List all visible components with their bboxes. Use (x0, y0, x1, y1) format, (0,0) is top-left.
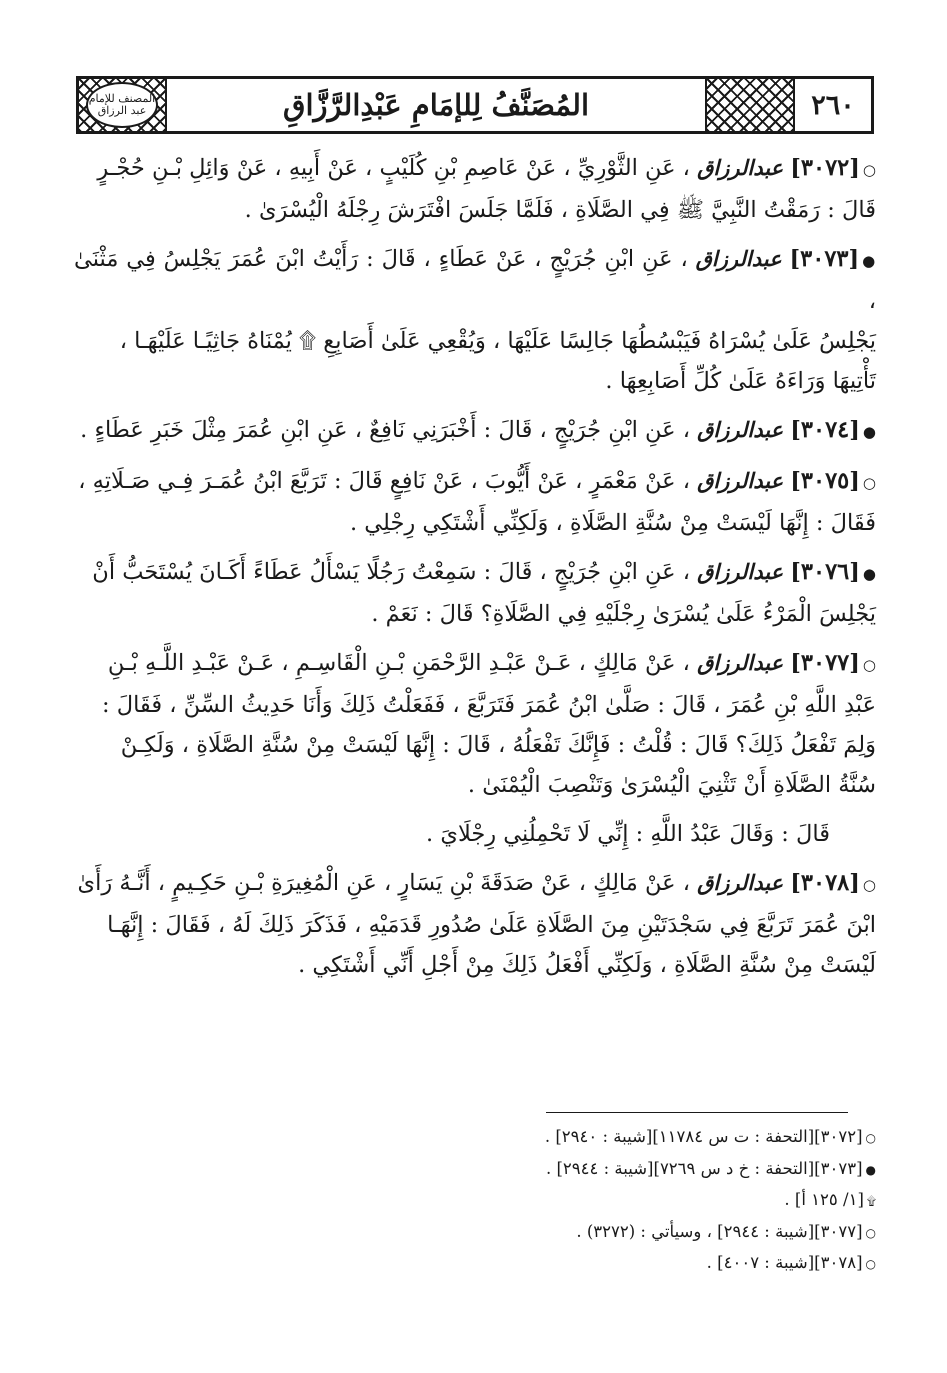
entry-marker: ● (862, 252, 877, 270)
hadith-text-line: ، عَنِ ابْنِ جُرَيْجٍ ، قَالَ : سَمِعْتُ رَجُلًا يَسْأَلُ عَطَاءً أَكَـانَ يُسْتَحَبُّ أَنْ (92, 559, 690, 585)
hadith-text-line: يَجْلِسَ الْمَرْءُ عَلَىٰ يُسْرَىٰ رِجْلَيْهِ فِي الصَّلَاةِ؟ قَالَ : نَعَمْ . (371, 601, 876, 627)
header-ornament-right (705, 79, 793, 131)
narrator-name: عبدالرزاق (697, 560, 784, 584)
hadith-3077-addendum: قَالَ : وَقَالَ عَبْدُ اللَّهِ : إِنِّي لَا تَحْمِلُنِي رِجْلَايَ . (426, 821, 830, 847)
hadith-text-line: ، عَنِ ابْنِ جُرَيْجٍ ، قَالَ : أَخْبَرَنِي نَافِعٌ ، عَنِ ابْنِ عُمَرَ مِثْلَ خَبَرِ عَطَاءٍ . (80, 417, 690, 443)
hadith-text-line: تَأْتِيهَا وَرَاءَهُ عَلَىٰ كُلِّ أَصَابِعِهَا . (605, 368, 876, 394)
hadith-text-line: فَقَالَ : إِنَّهَا لَيْسَتْ مِنْ سُنَّةِ الصَّلَاةِ ، وَلَكِنِّي أَشْتَكِي رِجْلِي . (349, 510, 876, 536)
entry-marker: ● (862, 423, 876, 441)
footnote-marker: ● (865, 1162, 876, 1177)
hadith-text-line: سُنَّةُ الصَّلَاةِ أَنْ تَثْنِيَ الْيُسْرَىٰ وَتَنْصِبَ الْيُمْنَىٰ . (467, 772, 876, 798)
hadith-number: [٣٠٧٢] (790, 155, 860, 181)
running-header (76, 76, 874, 134)
narrator-name: عبدالرزاق (697, 651, 784, 675)
hadith-3076 (74, 552, 876, 634)
header-ornament-left (79, 79, 167, 131)
hadith-number: [٣٠٧٣] (789, 246, 860, 272)
footnote-text: [٣٠٧٧][شيبة : ٢٩٤٤] ، وسيأتي : (٣٢٧٢) . (576, 1221, 863, 1241)
hadith-text-line: ابْنَ عُمَرَ تَرَبَّعَ فِي سَجْدَتَيْنِ مِنَ الصَّلَاةِ عَلَىٰ صُدُورِ قَدَمَيْهِ ، فَذَكَرَ ذَلِكَ لَهُ ، فَقَالَ : إِنَّهَـا (107, 912, 876, 938)
footnote-marker: ○ (865, 1131, 876, 1145)
hadith-text-line: يَجْلِسُ عَلَىٰ يُسْرَاهُ فَيَبْسُطُهَا جَالِسًا عَلَيْهَا ، وَيُقْعِي عَلَىٰ أَصَابِعِ ۩ يُمْنَاهُ جَاثِيًـا عَلَيْهَـا ، (119, 328, 876, 354)
narrator-name: عبدالرزاق (697, 469, 784, 493)
entry-marker: ○ (862, 474, 876, 492)
hadith-number: [٣٠٧٧] (790, 650, 860, 676)
hadith-3077 (74, 643, 876, 805)
hadith-number: [٣٠٧٤] (790, 417, 860, 443)
footnote-separator (546, 1112, 848, 1113)
entry-marker: ● (862, 565, 876, 583)
hadith-3075 (74, 461, 876, 543)
book-seal-emblem: المصنف للإمام عبد الرزاق (86, 82, 158, 128)
hadith-text-line: وَلِمَ تَفْعَلُ ذَلِكَ؟ قَالَ : قُلْتُ : فَإِنَّكَ تَفْعَلُهُ ، قَالَ : إِنَّهَا لَيْسَتْ مِنْ سُنَّةِ الصَّلَاةِ ، وَلَكِـنْ (120, 732, 876, 758)
book-title: المُصَنَّفُ لِلإمَامِ عَبْدِالرَّزَّاقِ (282, 88, 590, 122)
entry-marker: ○ (862, 876, 876, 894)
footnote-text: [٣٠٧٨][شيبة : ٤٠٠٧] . (706, 1253, 863, 1272)
main-text (74, 148, 876, 994)
hadith-text-line: ، عَنِ الثَّوْرِيِّ ، عَنْ عَاصِمِ بْنِ كُلَيْبٍ ، عَنْ أَبِيهِ ، عَنْ وَائِلِ بْـنِ حُجْـرٍ (97, 155, 690, 181)
hadith-3073 (74, 239, 876, 401)
hadith-text-line: ، عَنْ مَالِكٍ ، عَـنْ عَبْـدِ الرَّحْمَنِ بْـنِ الْقَاسِـمِ ، عَـنْ عَبْـدِ اللَّـهِ بْـنِ (107, 650, 690, 676)
narrator-name: عبدالرزاق (697, 418, 784, 442)
entry-marker: ○ (862, 656, 876, 674)
footnote-marker: ۩ (866, 1194, 876, 1208)
narrator-name: عبدالرزاق (697, 156, 784, 180)
hadith-number: [٣٠٧٥] (790, 468, 860, 494)
hadith-text-line: ، عَنْ مَالِكٍ ، عَنْ صَدَقَةَ بْنِ يَسَارٍ ، عَنِ الْمُغِيرَةِ بْـنِ حَكِـيمٍ ، أَنَّـهُ رَأَىٰ (77, 870, 690, 896)
footnote (74, 1185, 876, 1217)
footnote (74, 1154, 876, 1186)
footnote-text: [١/ ١٢٥ أ] . (784, 1190, 864, 1209)
footnote (74, 1248, 876, 1280)
entry-marker: ○ (862, 161, 876, 179)
hadith-text-line: لَيْسَتْ مِنْ سُنَّةِ الصَّلَاةِ ، وَلَكِنِّي أَفْعَلُ ذَلِكَ مِنْ أَجْلِ أَنِّي أَشْتَكِي . (298, 952, 876, 978)
hadith-number: [٣٠٧٨] (790, 870, 860, 896)
narrator-name: عبدالرزاق (695, 247, 782, 271)
narrator-name: عبدالرزاق (697, 871, 784, 895)
hadith-text-line: ، عَنِ ابْنِ جُرَيْجٍ ، عَنْ عَطَاءٍ ، قَالَ : رَأَيْتُ ابْنَ عُمَرَ يَجْلِسُ فِي مَثْنَىٰ ، (74, 246, 876, 314)
hadith-text-line: عَبْدِ اللَّهِ بْنِ عُمَرَ ، قَالَ : صَلَّىٰ ابْنُ عُمَرَ فَتَرَبَّعَ ، فَفَعَلْتُ ذَلِكَ وَأَنَا حَدِيثُ السِّنِّ ، فَقَالَ : (102, 692, 876, 718)
hadith-3078 (74, 863, 876, 985)
hadith-3072 (74, 148, 876, 230)
page-number: ٢٦٠ (793, 79, 871, 131)
hadith-3074 (74, 410, 876, 452)
hadith-number: [٣٠٧٦] (790, 559, 860, 585)
hadith-text-line: قَالَ : رَمَقْتُ النَّبِيَّ ﷺ فِي الصَّلَاةِ ، فَلَمَّا جَلَسَ افْتَرَشَ رِجْلَهُ الْيُسْرَىٰ . (244, 197, 876, 223)
footnote-text: [٣٠٧٣][التحفة : خ د س ٧٢٦٩][شيبة : ٢٩٤٤] . (545, 1158, 863, 1178)
footnote-marker: ○ (865, 1225, 876, 1240)
footnote-text: [٣٠٧٢][التحفة : ت س ١١٧٨٤][شيبة : ٢٩٤٠] . (544, 1127, 863, 1146)
footnotes (74, 1122, 876, 1280)
footnote (74, 1122, 876, 1154)
footnote (74, 1217, 876, 1249)
hadith-text-line: ، عَنْ مَعْمَرٍ ، عَنْ أَيُّوبَ ، عَنْ نَافِعٍ قَالَ : تَرَبَّعَ ابْنُ عُمَـرَ فِـي صَـلَاتِهِ ، (78, 468, 690, 494)
footnote-marker: ○ (865, 1257, 876, 1271)
